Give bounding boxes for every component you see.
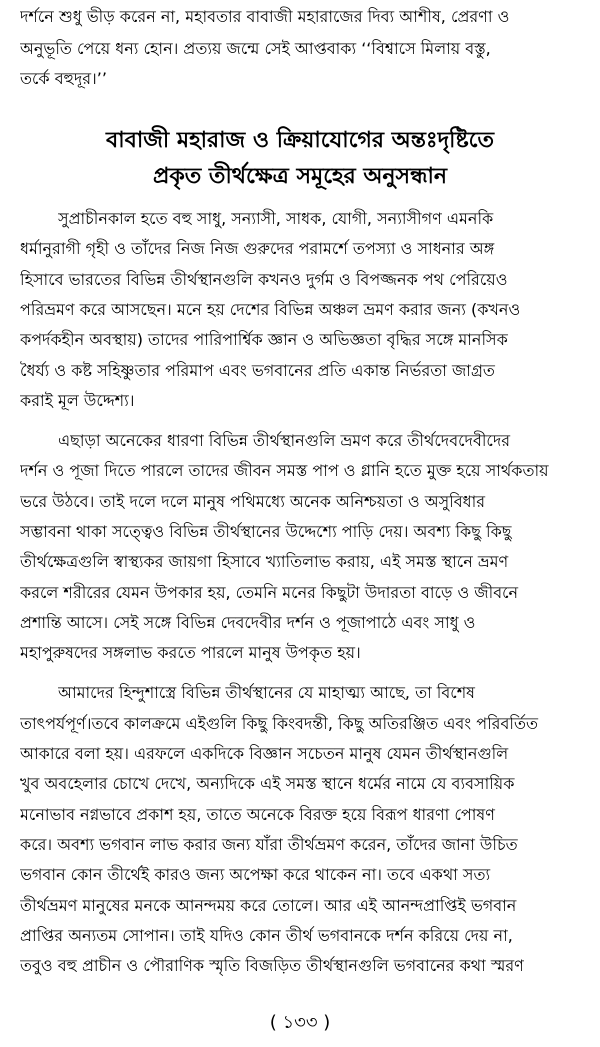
paragraph-line: ধৈর্য্য ও কষ্ট সহিষ্ণুতার পরিমাপ এবং ভগবানের প্রতি একান্ত নির্ভরতা জাগ্রত [20,361,495,380]
paragraph-line: সম্ভাবনা থাকা সত্ত্বেও বিভিন্ন তীর্থস্থানের উদ্দেশ্যে পাড়ি দেয়। অবশ্য কিছু কিছু [20,522,512,541]
paragraph-line: আমাদের হিন্দুশাস্ত্রে বিভিন্ন তীর্থস্থানের যে মাহাত্ম্য আছে, তা বিশেষ [58,683,475,702]
paragraph-line: মনোভাব নগ্নভাবে প্রকাশ হয়, তাতে অনেকে বিরক্ত হয়ে বিরূপ ধারণা পোষণ [20,805,495,824]
intro-line: অনুভূতি পেয়ে ধন্য হোন। প্রত্যয় জন্মে সেই আপ্তবাক্য ‘‘বিশ্বাসে মিলায় বস্তু, [20,39,491,58]
paragraph-line: এছাড়া অনেকের ধারণা বিভিন্ন তীর্থস্থানগুলি ভ্রমণ করে তীর্থদেবদেবীদের [58,431,511,450]
paragraph-line: ভরে উঠবে। তাই দলে দলে মানুষ পথিমধ্যে অনেক অনিশ্চয়তা ও অসুবিধার [20,492,486,511]
intro-line: দর্শনে শুধু ভীড় করেন না, মহাবতার বাবাজী মহারাজের দিব্য আশীষ, প্রেরণা ও [20,7,510,26]
paragraph-line: পরিভ্রমণ করে আসছেন। মনে হয় দেশের বিভিন্ন অঞ্চল ভ্রমণ করার জন্য (কখনও [20,300,521,319]
paragraph-line: ভগবান কোন তীর্থেই কারও জন্য অপেক্ষা করে থাকেন না। তবে একথা সত্য [20,865,491,884]
paragraph-line: তীর্থভ্রমণ মানুষের মনকে আনন্দময় করে তোলে। আর এই আনন্দপ্রাপ্তিই ভগবান [20,896,517,915]
paragraph-line: প্রাপ্তির অন্যতম সোপান। তাই যদিও কোন তীর্থ ভগবানকে দর্শন করিয়ে দেয় না, [20,926,513,945]
section-heading-line-2: প্রকৃত তীর্থক্ষেত্র সমূহের অনুসন্ধান [152,164,448,189]
paragraph-line: সুপ্রাচীনকাল হতে বহু সাধু, সন্যাসী, সাধক, যোগী, সন্যাসীগণ এমনকি [58,209,494,228]
page-number: ( ১৩৩ ) [269,1012,331,1033]
paragraph-line: ধর্মানুরাগী গৃহী ও তাঁদের নিজ নিজ গুরুদের পরামর্শে তপস্যা ও সাধনার অঙ্গ [20,239,495,258]
paragraph-line: দর্শন ও পূজা দিতে পারলে তাদের জীবন সমস্ত পাপ ও গ্লানি হতে মুক্ত হয়ে সার্থকতায় [20,461,549,480]
paragraph-line: প্রশান্তি আসে। সেই সঙ্গে বিভিন্ন দেবদেবীর দর্শন ও পূজাপাঠে এবং সাধু ও [20,613,476,632]
paragraph-line: হিসাবে ভারতের বিভিন্ন তীর্থস্থানগুলি কখনও দুর্গম ও বিপজ্জনক পথ পেরিয়েও [20,270,508,289]
section-heading-line-1: বাবাজী মহারাজ ও ক্রিয়াযোগের অন্তঃদৃষ্টিতে [106,128,494,153]
paragraph-line: খুব অবহেলার চোখে দেখে, অন্যদিকে এই সমস্ত স্থানে ধর্মের নামে যে ব্যবসায়িক [20,774,515,793]
paragraph-line: তাৎপর্যপূর্ণ।তবে কালক্রমে এইগুলি কিছু কিংবদন্তী, কিছু অতিরঞ্জিত এবং পরিবর্তিত [20,714,538,733]
paragraph-line: কপর্দকহীন অবস্থায়) তাদের পারিপার্শ্বিক জ্ঞান ও অভিজ্ঞতা বৃদ্ধির সঙ্গে মানসিক [20,330,508,349]
paragraph-line: করাই মূল উদ্দেশ্য। [20,391,135,410]
intro-line: তর্কে বহুদূর।’’ [20,69,107,88]
paragraph-line: আকারে বলা হয়। এরফলে একদিকে বিজ্ঞান সচেতন মানুষ যেমন তীর্থস্থানগুলি [20,744,509,763]
paragraph-line: মহাপুরুষদের সঙ্গলাভ করতে পারলে মানুষ উপকৃত হয়। [20,643,361,662]
paragraph-line: করে। অবশ্য ভগবান লাভ করার জন্য যাঁরা তীর্থভ্রমণ করেন, তাঁদের জানা উচিত [20,835,518,854]
paragraph-line: করলে শরীরের যেমন উপকার হয়, তেমনি মনের কিছুটা উদারতা বাড়ে ও জীবনে [20,583,519,602]
paragraph-line: তবুও বহু প্রাচীন ও পৌরাণিক স্মৃতি বিজড়িত তীর্থস্থানগুলি ভগবানের কথা স্মরণ [20,956,524,975]
paragraph-line: তীর্থক্ষেত্রগুলি স্বাস্থ্যকর জায়গা হিসাবে খ্যাতিলাভ করায়, এই সমস্ত স্থানে ভ্রমণ [20,552,509,571]
